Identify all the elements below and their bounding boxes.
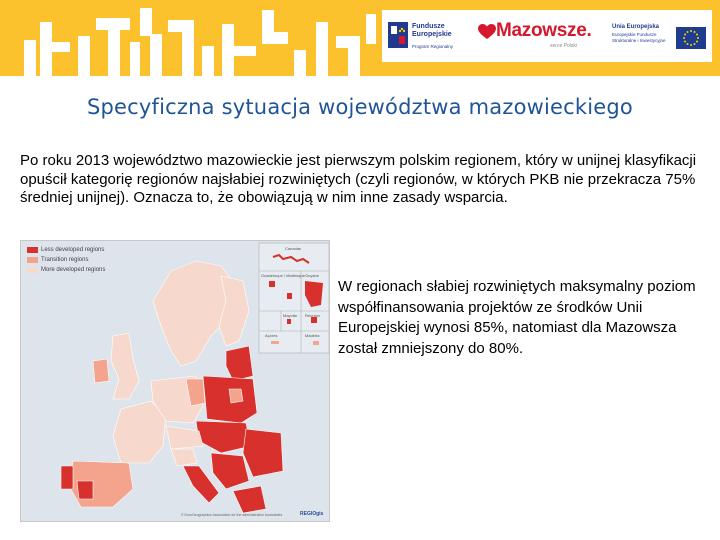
legend-item-transition (27, 255, 105, 265)
decor-block (274, 32, 288, 44)
legend-swatch (27, 257, 38, 263)
intro-paragraph: Po roku 2013 województwo mazowieckie jest pierwszym polskim regionem, który w unijnej klasyfikacji opuścił kategorię regionów najsłabiej rozwiniętych (czyli regionów, w których PKB nie przekracza 75% średniej unijnej). Oznacza to, że obowiązują w nim inne zasady wsparcia. (20, 152, 697, 207)
decor-block (348, 48, 360, 76)
decor-block (294, 50, 306, 76)
region-mazowieckie (229, 389, 243, 403)
ue-subtext (612, 32, 674, 43)
legend-item-more-developed (27, 265, 105, 275)
fundusze-line2: Europejskie (412, 31, 452, 38)
legend-item-less-developed (27, 245, 105, 255)
decor-block (24, 40, 36, 76)
fundusze-line3: Program Regionalny (412, 44, 454, 49)
region-balkans (211, 453, 249, 489)
decor-block (222, 24, 234, 76)
decor-block (150, 34, 162, 76)
header-bar (0, 0, 720, 76)
cofinancing-note: W regionach słabiej rozwiniętych maksymalny poziom współfinansowania projektów ze środków Unii Europejskiej wynosi 85%, natomiast dla Mazowsza został zmniejszony do 80%. (338, 278, 696, 357)
fundusze-line1: Fundusze (412, 23, 445, 30)
inset-label-canarias: Canarias (285, 246, 302, 251)
decor-block (336, 36, 360, 48)
europe-map-graphic (21, 241, 330, 522)
region-great-britain (111, 333, 139, 399)
mazowsze-wordmark: Mazowsze. (496, 20, 592, 41)
fundusze-europejskie-logo (388, 20, 484, 56)
inset-label-reunion: Réunion (305, 313, 320, 318)
decor-block (366, 14, 376, 44)
decor-block (40, 42, 70, 52)
legend-label: Transition regions (41, 257, 89, 263)
mazowsze-tagline: serce Polski (550, 43, 577, 49)
ue-line2: Europejskie Fundusze (612, 32, 657, 37)
unia-europejska-logo (612, 20, 710, 54)
region-france (113, 401, 166, 463)
region-portugal-north (61, 466, 73, 489)
region-italy-north (171, 449, 197, 466)
inset-mayotte (287, 319, 291, 324)
legend-label: More developed regions (41, 267, 106, 273)
inset-label-mayotte: Mayotte (283, 313, 298, 318)
fundusze-europejskie-icon (388, 22, 408, 48)
eu-regions-map (20, 240, 330, 522)
inset-madeira (313, 341, 319, 345)
region-greece (233, 486, 266, 513)
inset-label-guadeloupe: Guadeloupe / Martinique (261, 273, 305, 278)
ue-line1: Unia Europejska (612, 24, 660, 30)
decor-block (96, 18, 130, 30)
region-ireland (93, 359, 109, 383)
legend-swatch (27, 247, 38, 253)
mazowsze-heart-icon (478, 24, 496, 40)
slide-title: Specyficzna sytuacja województwa mazowieckiego (87, 95, 633, 119)
region-poland (203, 376, 257, 423)
inset-martinique (287, 293, 292, 299)
inset-label-madeira: Madeira (305, 333, 320, 338)
regiogis-logo: REGIOgis (300, 511, 324, 517)
legend-label: Less developed regions (41, 247, 105, 253)
inset-guadeloupe (269, 281, 275, 287)
inset-acores (271, 341, 279, 344)
decor-block (234, 46, 256, 56)
inset-label-guyane: Guyane (305, 273, 320, 278)
decor-block (168, 20, 194, 32)
decor-block (316, 22, 328, 76)
region-romania-bulgaria (243, 429, 283, 477)
mazowsze-logo (478, 20, 592, 56)
region-baltics (226, 346, 253, 381)
region-extremadura (77, 481, 93, 499)
decor-block (202, 46, 214, 76)
region-central-east (196, 421, 251, 453)
decor-block (140, 8, 152, 36)
fundusze-text (412, 23, 484, 39)
decor-block (182, 32, 194, 76)
region-finland (219, 276, 249, 346)
logos-panel (382, 10, 712, 62)
eu-flag-icon (676, 27, 706, 49)
legend-swatch (27, 267, 38, 273)
ue-line3: Strukturalne i Inwestycyjne (612, 37, 666, 43)
decor-block (108, 30, 120, 76)
map-legend (27, 245, 105, 275)
decor-block (262, 10, 274, 44)
map-credit: © EuroGeographics Association for the administrative boundaries (181, 513, 283, 517)
inset-label-acores: Açores (265, 333, 278, 338)
decor-block (130, 42, 140, 76)
decor-block (78, 36, 90, 76)
